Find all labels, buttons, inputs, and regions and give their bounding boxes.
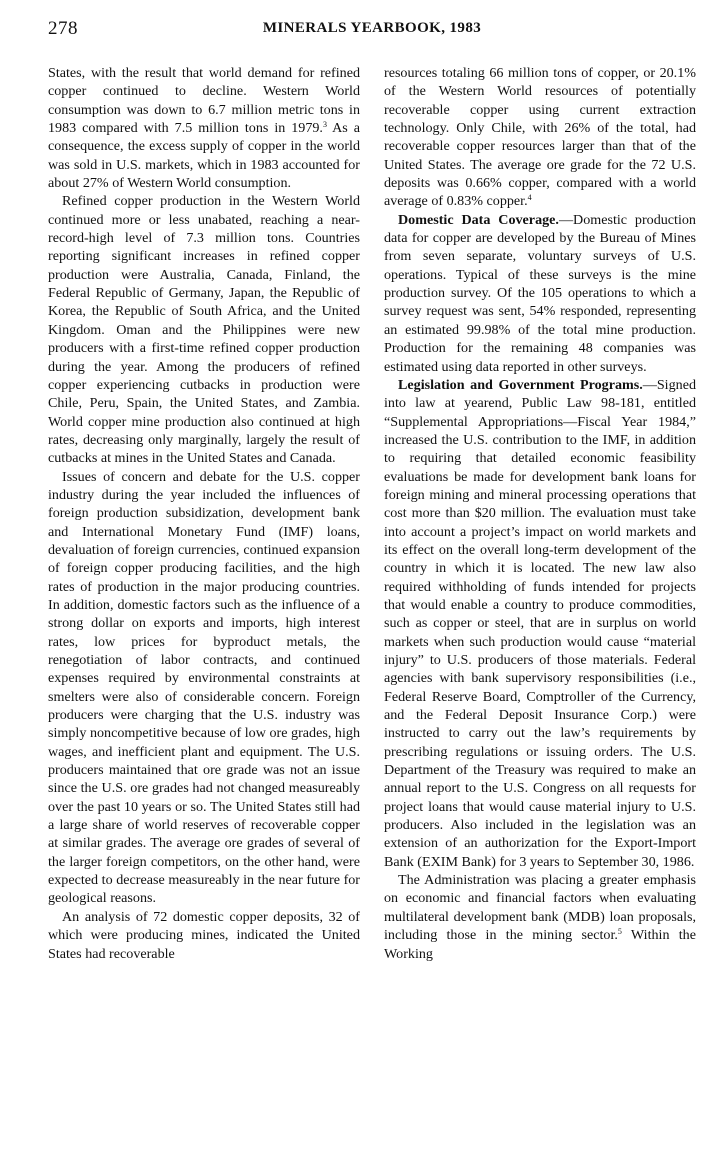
- right-column: [384, 64, 696, 963]
- paragraph-legislation-programs: [384, 376, 696, 871]
- footnote-ref-3: 3: [322, 120, 327, 130]
- section-heading-domestic-data-coverage: Domestic Data Coverage.: [398, 211, 559, 228]
- paragraph-domestic-data-coverage: [384, 211, 696, 376]
- page-number: 278: [48, 18, 78, 39]
- paragraph-text: States, with the result that world demand for refined copper continued to decline. Western World consumption was down to 6.7 million metric tons in 1983 compared with 7.5 million tons in 1979.: [48, 65, 360, 137]
- left-column: [48, 64, 360, 963]
- section-heading-legislation-programs: Legislation and Government Programs.: [398, 376, 643, 393]
- paragraph-deposit-analysis: An analysis of 72 domestic copper deposits, 32 of which were producing mines, indicated the United States had recoverable: [48, 908, 360, 962]
- footnote-ref-4: 4: [527, 193, 532, 203]
- paragraph-administration-mdb: [384, 871, 696, 963]
- paragraph-world-demand: [48, 64, 360, 192]
- paragraph-text: The Administration was placing a greater emphasis on economic and financial factors when evaluating multilateral development bank (MDB) loan proposals, including those in the mining sector.: [384, 872, 696, 944]
- paragraph-text: As a consequence, the excess supply of copper in the world was sold in U.S. markets, which in 1983 accounted for about 27% of Western World consumption.: [48, 120, 360, 192]
- paragraph-text: —Domestic production data for copper are developed by the Bureau of Mines from seven separate, voluntary surveys of U.S. operations. Typical of these surveys is the mine production survey. Of the 105 operations to which a survey request was sent, 54% responded, representing an estimated 99.98% of the total mine production. Production for the remaining 48 companies was estimated using data reported in other surveys.: [384, 211, 696, 375]
- footnote-ref-5: 5: [617, 927, 622, 937]
- page-header: [48, 18, 696, 44]
- paragraph-text: Within the Working: [384, 927, 696, 962]
- paragraph-recoverable-resources: [384, 64, 696, 211]
- paragraph-text: resources totaling 66 million tons of copper, or 20.1% of the Western World resources of potentially recoverable copper using current extraction technology. Only Chile, with 26% of the total, had recoverable copper resources larger than that of the United States. The average ore grade for the 72 U.S. deposits was 0.66% copper, compared with a world average of 0.83% copper.: [384, 65, 696, 210]
- paragraph-issues-of-concern: Issues of concern and debate for the U.S. copper industry during the year included the influences of foreign production subsidization, development bank and International Monetary Fund (IMF) loans, devaluation of foreign currencies, continued expansion of foreign copper producing facilities, and the high rates of production in the major producing countries. In addition, domestic factors such as the influence of a strong dollar on exports and imports, high interest rates, low prices for byproduct metals, the renegotiation of labor contracts, and continued expenses required by environmental constraints at smelters were also of considerable concern. Foreign producers were charging that the U.S. industry was simply noncompetitive because of low ore grades, high wages, and inefficient plant and equipment. The U.S. producers maintained that ore grade was not an issue since the U.S. ore grades had not changed measureably over the past 10 years or so. The United States still had a large share of world reserves of recoverable copper at similar grades. The average ore grades of several of the larger foreign competitors, on the other hand, were expected to decrease measureably in the near future for geological reasons.: [48, 468, 360, 907]
- paragraph-text: —Signed into law at yearend, Public Law 98-181, entitled “Supplemental Appropriations—Fiscal Year 1984,” increased the U.S. contribution to the IMF, in addition to requiring that detailed economic feasibility evaluations be made for development bank loans for foreign mining and mineral processing operations that cost more than $20 million. The evaluation must take into account a project’s impact on world markets and its effect on the overall long-term development of the country in which it is located. The new law also required withholding of funds intended for projects that would enable a country to produce commodities, such as copper or steel, that are in surplus on world markets when such production would cause “material injury” to U.S. producers of those materials. Federal agencies with bank supervisory responsibilities (i.e., Federal Reserve Board, Comptroller of the Currency, and the Federal Deposit Insurance Corp.) were instructed to carry out the law’s requirements by prescribing regulations or issuing orders. The U.S. Department of the Treasury was required to make an annual report to the U.S. Congress on all requests for project loans that would cause material injury to U.S. producers. Also included in the legislation was an extension of an authorization for the Export-Import Bank (EXIM Bank) for 3 years to September 30, 1986.: [384, 376, 696, 870]
- paragraph-refined-production: Refined copper production in the Western World continued more or less unabated, reaching a near-record-high level of 7.3 million tons. Countries reporting significant increases in refined copper production were Australia, Canada, Finland, the Federal Republic of Germany, Japan, the Republic of Korea, the Republic of South Africa, and the United Kingdom. Oman and the Philippines were new producers with a first-time refined copper production during the year. Among the producers of refined copper experiencing cutbacks in production were Chile, Peru, Spain, the United States, and Zambia. World copper mine production also continued at high rates, decreasing only marginally, largely the result of cutbacks at mines in the United States and Canada.: [48, 193, 360, 467]
- running-title: MINERALS YEARBOOK, 1983: [262, 20, 482, 36]
